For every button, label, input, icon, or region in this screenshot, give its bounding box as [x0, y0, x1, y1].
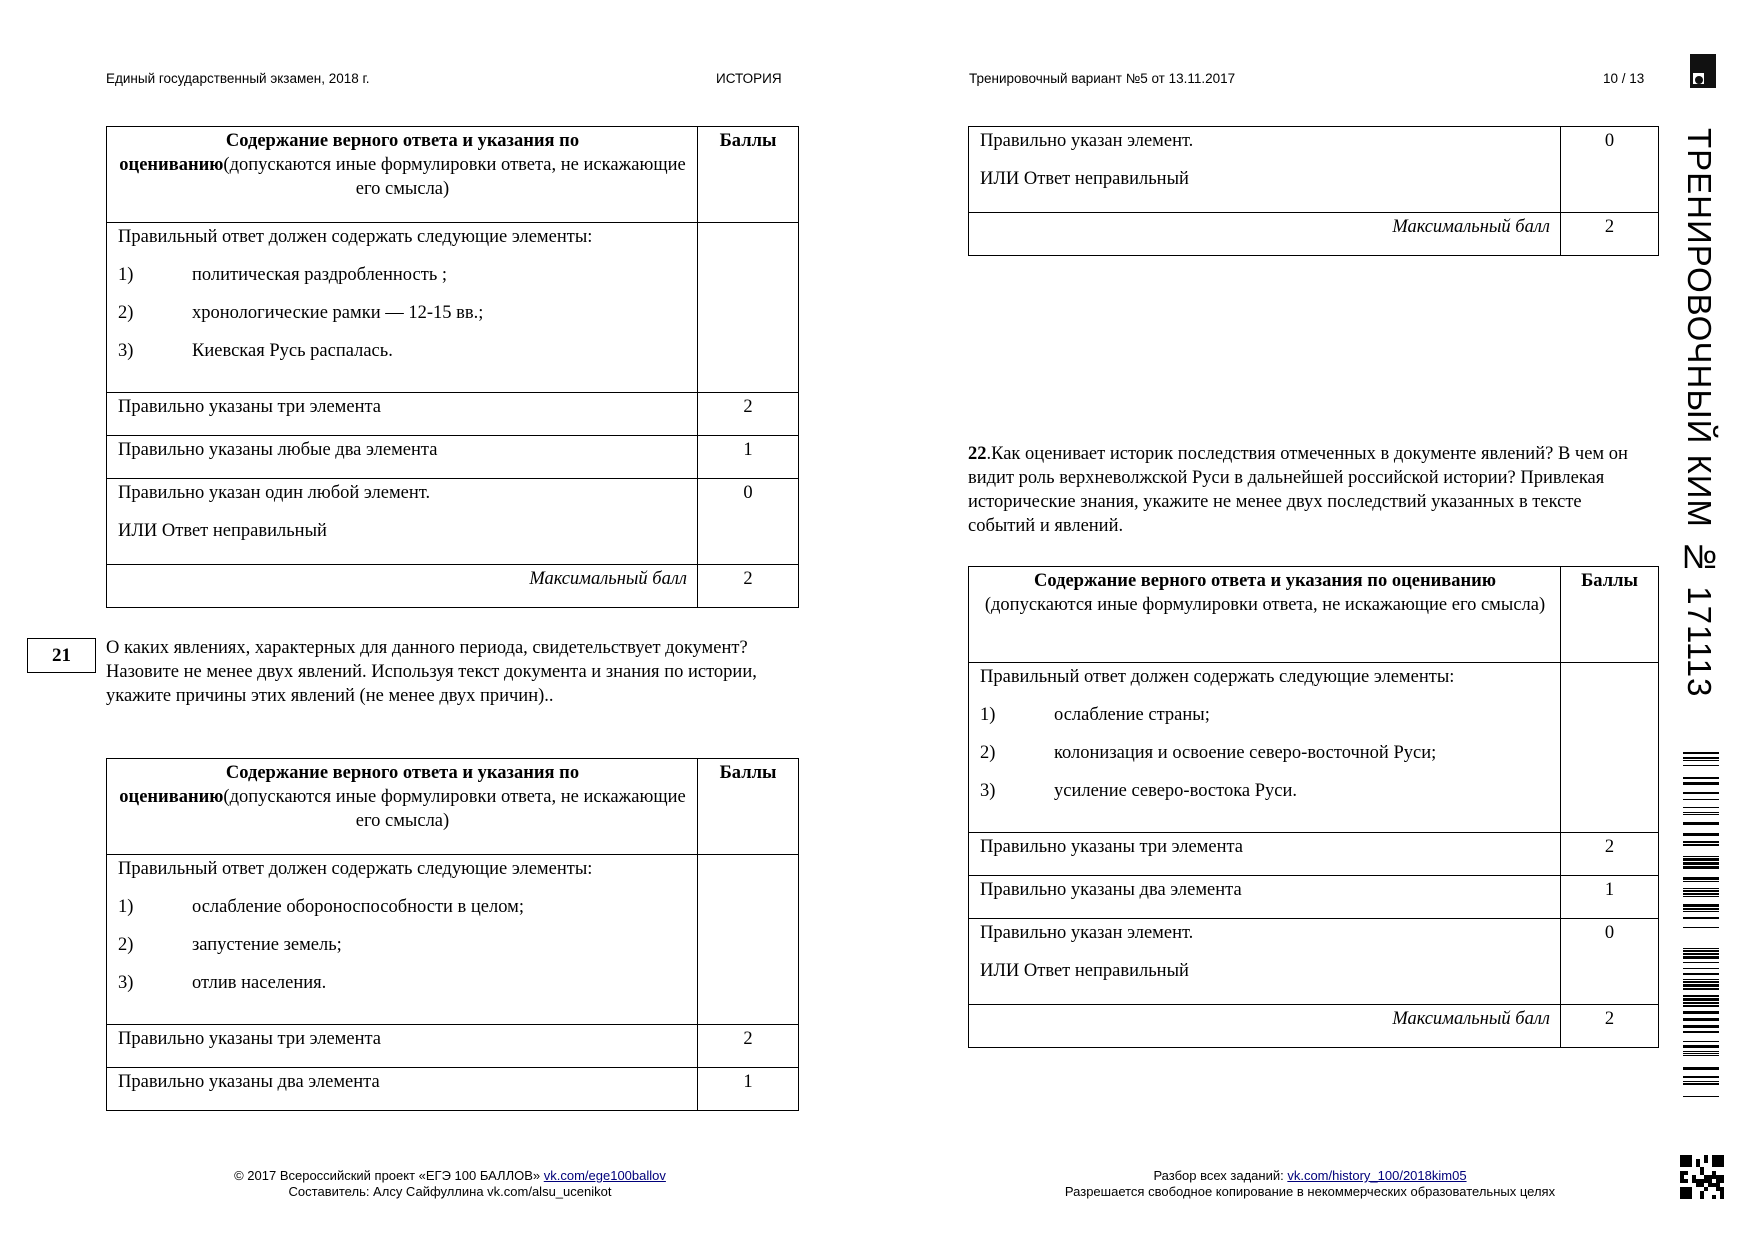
- question-number-21: 21: [27, 638, 96, 673]
- answer-elements: Правильный ответ должен содержать следующие элементы: 1) ослабление обороноспособности в целом; 2) запустение земель; 3) отлив населения.: [107, 855, 698, 1025]
- points-value: 1: [698, 436, 799, 479]
- max-score-label: Максимальный балл: [969, 1005, 1561, 1048]
- table-header-points: Баллы: [698, 759, 799, 855]
- points-value: 1: [1561, 876, 1659, 919]
- table-row: Правильно указаны два элемента: [969, 876, 1561, 919]
- max-score-label: Максимальный балл: [969, 213, 1561, 256]
- points-value: 2: [698, 393, 799, 436]
- grading-table-20: [106, 126, 799, 608]
- max-score-value: 2: [1561, 213, 1659, 256]
- table-row: Правильно указаны три элемента: [107, 393, 698, 436]
- exam-logo-icon: [1690, 54, 1716, 88]
- max-score-value: 2: [698, 565, 799, 608]
- footer-link-history100[interactable]: vk.com/history_100/2018kim05: [1287, 1168, 1467, 1183]
- table-header-content: Содержание верного ответа и указания по оцениванию (допускаются иные формулировки ответа, не искажающие его смысла): [969, 567, 1561, 663]
- footer-right: Разбор всех заданий: vk.com/history_100/2018kim05 Разрешается свободное копирование в некоммерческих образовательных целях: [1064, 1168, 1556, 1199]
- header-variant: Тренировочный вариант №5 от 13.11.2017: [969, 71, 1236, 86]
- table-header-content: Содержание верного ответа и указания по оцениванию(допускаются иные формулировки ответа, не искажающие его смысла): [107, 759, 698, 855]
- question-number-22: 22: [968, 444, 987, 464]
- grading-table-21: [106, 758, 799, 1111]
- footer-left: © 2017 Всероссийский проект «ЕГЭ 100 БАЛЛОВ» vk.com/ege100ballov Составитель: Алсу Сайфуллина vk.com/alsu_ucenikot: [234, 1168, 666, 1199]
- table-row: Правильно указаны любые два элемента: [107, 436, 698, 479]
- answer-elements: Правильный ответ должен содержать следующие элементы: 1) ослабление страны; 2) колонизация и освоение северо-восточной Руси; 3) усиление северо-востока Руси.: [969, 663, 1561, 833]
- header-page-number: 10 / 13: [1603, 71, 1645, 86]
- table-header-content: Содержание верного ответа и указания по оцениванию(допускаются иные формулировки ответа, не искажающие его смысла): [107, 127, 698, 223]
- table-row: Правильно указан один любой элемент. ИЛИ Ответ неправильный: [107, 479, 698, 565]
- points-value: 0: [698, 479, 799, 565]
- table-row: Правильно указаны два элемента: [107, 1068, 698, 1111]
- qr-code-icon: [1680, 1155, 1724, 1199]
- table-row: Правильно указан элемент. ИЛИ Ответ неправильный: [969, 919, 1561, 1005]
- max-score-value: 2: [1561, 1005, 1659, 1048]
- answer-elements: Правильный ответ должен содержать следующие элементы: 1) политическая раздробленность ; 2) хронологические рамки — 12-15 вв.; 3) Киевская Русь распалась.: [107, 223, 698, 393]
- table-row: Правильно указаны три элемента: [969, 833, 1561, 876]
- grading-table-21-continued: [968, 126, 1659, 256]
- list-item: 2) запустение земель;: [118, 935, 342, 955]
- points-value: 0: [1561, 919, 1659, 1005]
- header-exam: Единый государственный экзамен, 2018 г.: [106, 71, 370, 86]
- table-row: Правильно указан элемент. ИЛИ Ответ неправильный: [969, 127, 1561, 213]
- table-row: Правильно указаны три элемента: [107, 1025, 698, 1068]
- points-value: 2: [1561, 833, 1659, 876]
- points-value: 2: [698, 1025, 799, 1068]
- list-item: 3) Киевская Русь распалась.: [118, 341, 393, 361]
- question-21-text: О каких явлениях, характерных для данного периода, свидетельствует документ? Назовите не менее двух явлений. Используя текст документа и знания по истории, укажите причины этих явлений (не менее двух причин)..: [106, 638, 757, 706]
- list-item: 1) политическая раздробленность ;: [118, 265, 448, 285]
- grading-table-22: [968, 566, 1659, 1048]
- barcode-icon: [1683, 752, 1719, 1102]
- list-item: 1) ослабление обороноспособности в целом;: [118, 897, 524, 917]
- question-22-text: 22.Как оценивает историк последствия отмеченных в документе явлений? В чем он видит роль верхневолжской Руси в дальнейшей российской истории? Привлекая исторические знания, укажите не менее двух последствий указанных в тексте событий и явлений.: [968, 444, 1628, 536]
- max-score-label: Максимальный балл: [107, 565, 698, 608]
- table-header-points: Баллы: [698, 127, 799, 223]
- list-item: 1) ослабление страны;: [980, 705, 1210, 725]
- list-item: 2) хронологические рамки — 12-15 вв.;: [118, 303, 484, 323]
- side-title: ТРЕНИРОВОЧНЫЙ КИМ № 171113: [1681, 128, 1718, 698]
- list-item: 3) отлив населения.: [118, 973, 327, 993]
- header-subject: ИСТОРИЯ: [716, 71, 782, 86]
- footer-link-ege100ballov[interactable]: vk.com/ege100ballov: [543, 1168, 666, 1183]
- table-header-points: Баллы: [1561, 567, 1659, 663]
- points-value: 0: [1561, 127, 1659, 213]
- list-item: 3) усиление северо-востока Руси.: [980, 781, 1298, 801]
- points-value: 1: [698, 1068, 799, 1111]
- list-item: 2) колонизация и освоение северо-восточной Руси;: [980, 743, 1437, 763]
